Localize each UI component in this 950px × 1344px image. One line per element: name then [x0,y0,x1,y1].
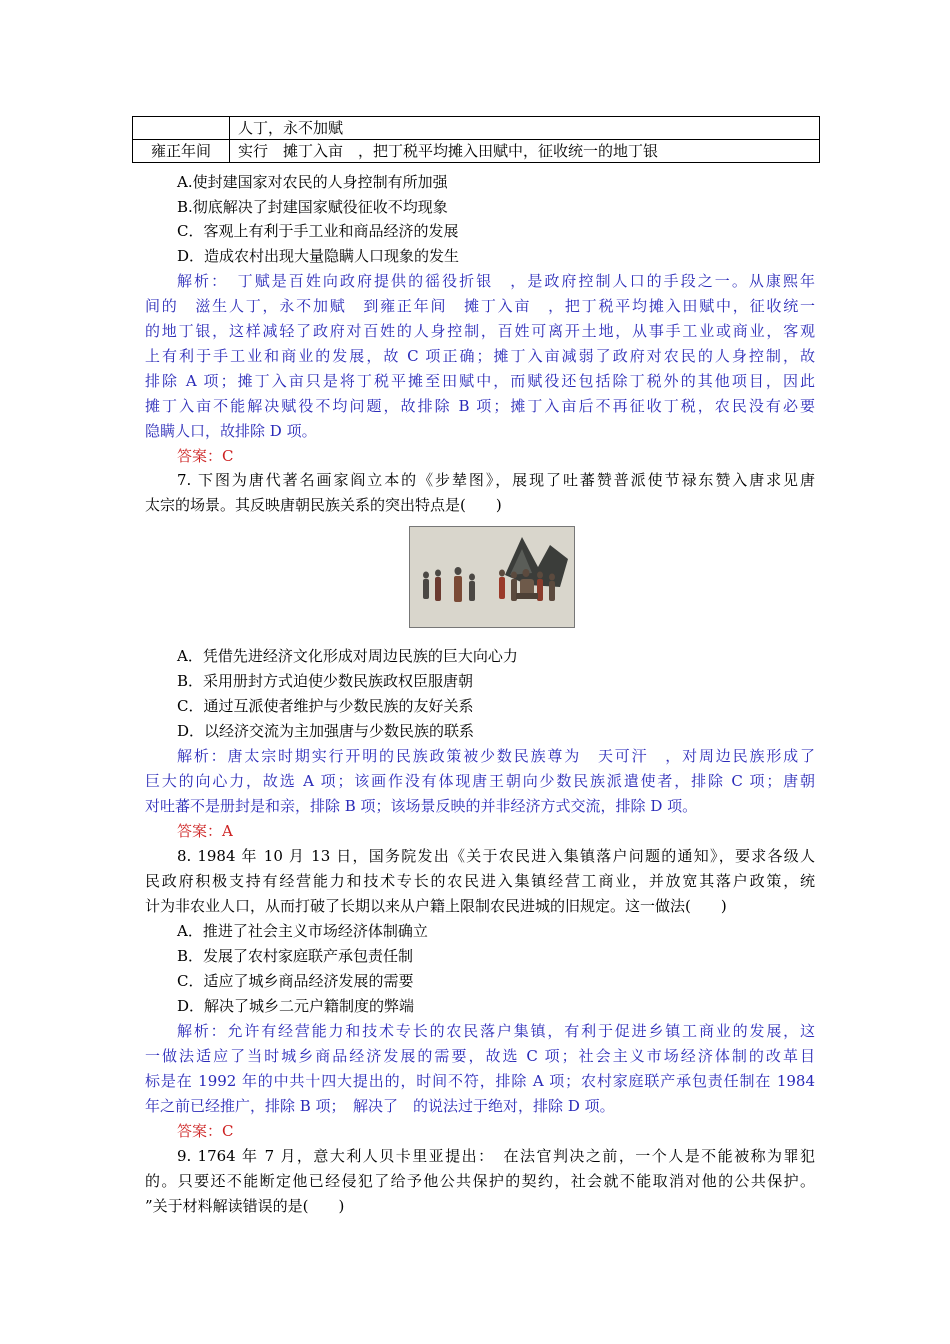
table-cell-policy: 实行 摊丁入亩 ，把丁税平均摊入田赋中，征收统一的地丁银 [230,140,820,163]
q7-option-c: C．通过互派使者维护与少数民族的友好关系 [177,697,474,715]
q7-option-b: B．采用册封方式迫使少数民族政权臣服唐朝 [177,672,474,690]
q8-option-b: B．发展了农村家庭联产承包责任制 [177,947,414,965]
q8-analysis-line: 一做法适应了当时城乡商品经济发展的需要，故选 C 项；社会主义市场经济体制的改革目 [145,1047,815,1065]
q6-analysis-line: 解析： 丁赋是百姓向政府提供的徭役折银 ，是政府控制人口的手段之一。从康熙年 [177,272,815,290]
q7-answer: 答案：A [177,822,233,840]
q7-analysis-line: 解析：唐太宗时期实行开明的民族政策被少数民族尊为 天可汗 ，对周边民族形成了 [177,747,815,765]
q8-answer: 答案：C [177,1122,234,1140]
painting-illustration [410,527,574,627]
q6-analysis-line: 排除 A 项；摊丁入亩只是将丁税平摊至田赋中，而赋役还包括除丁税外的其他项目，因此 [145,372,815,390]
q8-stem-line: 计为非农业人口，从而打破了长期以来从户籍上限制农民进城的旧规定。这一做法( ) [145,897,727,915]
q6-option-b: B.彻底解决了封建国家赋役征收不均现象 [177,198,448,216]
q6-answer: 答案：C [177,447,234,465]
q7-stem-line: 7. 下图为唐代著名画家阎立本的《步辇图》，展现了吐蕃赞普派使节禄东赞入唐求见唐 [177,471,815,489]
q8-option-d: D．解决了城乡二元户籍制度的弊端 [177,997,415,1015]
q9-stem-line: 的。只要还不能断定他已经侵犯了给予他公共保护的契约，社会就不能取消对他的公共保护。 [145,1172,815,1190]
table-cell-period: 雍正年间 [133,140,230,163]
q6-option-a: A.使封建国家对农民的人身控制有所加强 [177,173,448,191]
q7-analysis-line: 对吐蕃不是册封是和亲，排除 B 项；该场景反映的并非经济方式交流，排除 D 项。 [145,797,698,815]
q6-analysis-line: 上有利于手工业和商业的发展，故 C 项正确；摊丁入亩减弱了政府对农民的人身控制，故 [145,347,815,365]
q6-option-d: D．造成农村出现大量隐瞒人口现象的发生 [177,247,460,265]
q8-analysis-line: 解析：允许有经营能力和技术专长的农民落户集镇，有利于促进乡镇工商业的发展，这 [177,1022,815,1040]
q7-analysis-line: 巨大的向心力，故选 A 项；该画作没有体现唐王朝向少数民族派遣使者，排除 C 项；唐朝 [145,772,815,790]
table-row [133,117,820,140]
q6-analysis-line: 隐瞒人口，故排除 D 项。 [145,422,317,440]
q8-analysis-line: 标是在 1992 年的中共十四大提出的，时间不符，排除 A 项；农村家庭联产承包责任制在 1984 [145,1072,815,1090]
q6-analysis-line: 间的 滋生人丁，永不加赋 到雍正年间 摊丁入亩 ，把丁税平均摊入田赋中，征收统一 [145,297,815,315]
q9-stem-line: ”关于材料解读错误的是( ) [145,1197,345,1215]
table-row [133,140,820,163]
q8-stem-line: 8. 1984 年 10 月 13 日，国务院发出《关于农民进入集镇落户问题的通知》，要求各级人 [177,847,815,865]
q8-option-c: C．适应了城乡商品经济发展的需要 [177,972,414,990]
q7-option-d: D．以经济交流为主加强唐与少数民族的联系 [177,722,475,740]
q9-stem-line: 9. 1764 年 7 月，意大利人贝卡里亚提出： 在法官判决之前，一个人是不能被称为罪犯 [177,1147,815,1165]
q7-stem-line: 太宗的场景。其反映唐朝民族关系的突出特点是( ) [145,496,502,514]
q6-analysis-line: 摊丁入亩不能解决赋役不均问题，故排除 B 项；摊丁入亩后不再征收丁税，农民没有必要 [145,397,815,415]
table-cell-period [133,117,230,140]
q8-analysis-line: 年之前已经推广，排除 B 项； 解决了 的说法过于绝对，排除 D 项。 [145,1097,615,1115]
q8-stem-line: 民政府积极支持有经营能力和技术专长的农民进入集镇经营工商业，并放宽其落户政策，统 [145,872,815,890]
q6-analysis-line: 的地丁银，这样减轻了政府对百姓的人身控制，百姓可离开土地，从事手工业或商业，客观 [145,322,815,340]
q8-option-a: A．推进了社会主义市场经济体制确立 [177,922,428,940]
policy-table [132,116,820,163]
q7-option-a: A．凭借先进经济文化形成对周边民族的巨大向心力 [177,647,518,665]
painting-image [409,526,575,628]
table-cell-policy: 人丁，永不加赋 [230,117,820,140]
q6-option-c: C．客观上有利于手工业和商品经济的发展 [177,222,459,240]
